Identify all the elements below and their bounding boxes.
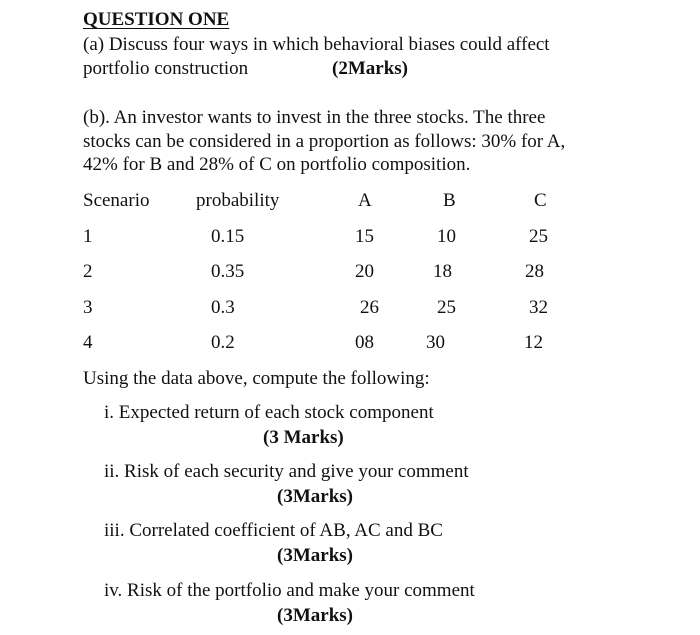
item-ii-text: ii. Risk of each security and give your comment	[104, 461, 469, 482]
row2-b: 18	[433, 261, 452, 282]
row4-c: 12	[524, 332, 543, 353]
instruction-text: Using the data above, compute the following:	[83, 368, 430, 389]
header-b: B	[443, 190, 456, 211]
part-a-line2: portfolio construction	[83, 58, 249, 79]
row3-b: 25	[437, 297, 456, 318]
row1-a: 15	[355, 226, 374, 247]
item-iii-marks: (3Marks)	[277, 545, 353, 566]
row1-scenario: 1	[83, 226, 93, 247]
row2-c: 28	[525, 261, 544, 282]
row2-probability: 0.35	[211, 261, 245, 282]
row3-probability: 0.3	[211, 297, 235, 318]
row4-probability: 0.2	[211, 332, 235, 353]
part-b-line3: 42% for B and 28% of C on portfolio composition.	[83, 154, 471, 175]
part-b-line1: (b). An investor wants to invest in the three stocks. The three	[83, 107, 546, 128]
row3-scenario: 3	[83, 297, 93, 318]
row3-a: 26	[360, 297, 379, 318]
item-iv-text: iv. Risk of the portfolio and make your comment	[104, 580, 475, 601]
item-iv-marks: (3Marks)	[277, 605, 353, 626]
item-ii-marks: (3Marks)	[277, 486, 353, 507]
question-title: QUESTION ONE	[83, 9, 230, 30]
row4-scenario: 4	[83, 332, 93, 353]
part-b-line2: stocks can be considered in a proportion as follows: 30% for A,	[83, 131, 566, 152]
part-a-marks: (2Marks)	[332, 58, 408, 79]
row2-scenario: 2	[83, 261, 93, 282]
header-a: A	[358, 190, 372, 211]
row1-c: 25	[529, 226, 548, 247]
item-iii-text: iii. Correlated coefficient of AB, AC and BC	[104, 520, 443, 541]
header-scenario: Scenario	[83, 190, 150, 211]
row4-b: 30	[426, 332, 445, 353]
header-c: C	[534, 190, 547, 211]
row1-probability: 0.15	[211, 226, 245, 247]
row4-a: 08	[355, 332, 374, 353]
part-a-line1: (a) Discuss four ways in which behavioral biases could affect	[83, 34, 550, 55]
item-i-text: i. Expected return of each stock component	[104, 402, 434, 423]
row3-c: 32	[529, 297, 548, 318]
row1-b: 10	[437, 226, 456, 247]
item-i-marks: (3 Marks)	[263, 427, 344, 448]
header-probability: probability	[196, 190, 280, 211]
row2-a: 20	[355, 261, 374, 282]
